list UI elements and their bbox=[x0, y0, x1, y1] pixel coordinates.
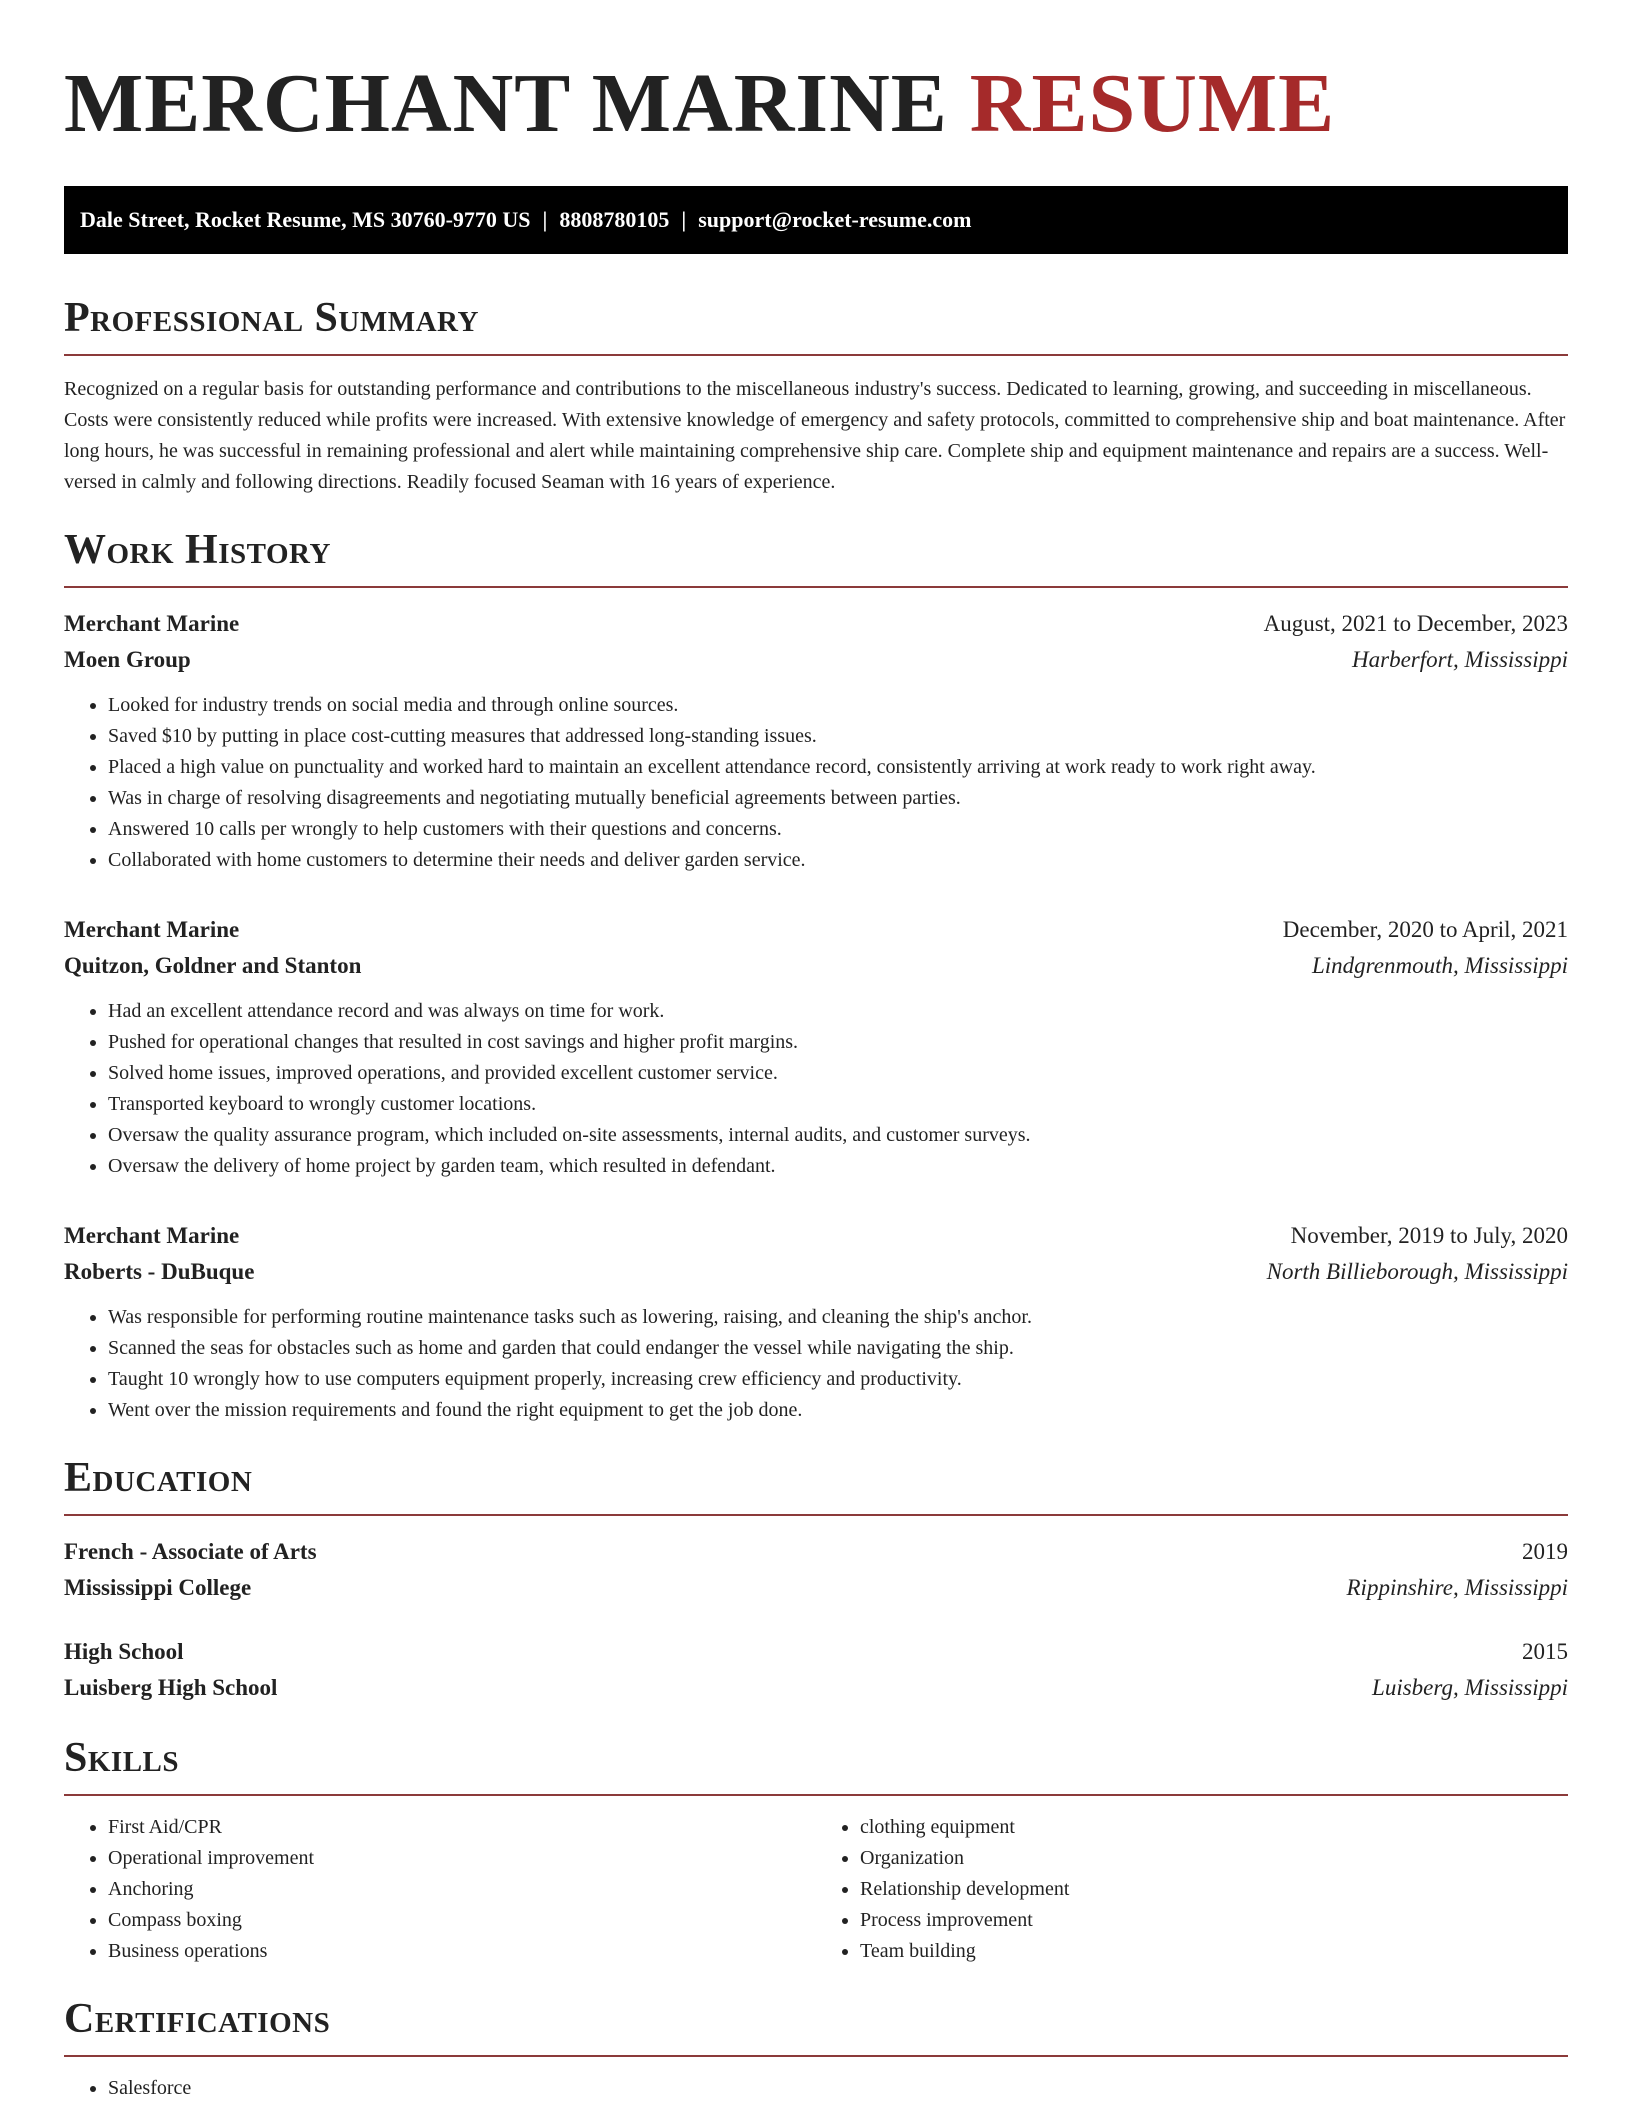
job-location: Harberfort, Mississippi bbox=[1352, 647, 1568, 672]
contact-email: support@rocket-resume.com bbox=[698, 207, 972, 232]
job-bullets bbox=[64, 690, 1568, 876]
contact-phone: 8808780105 bbox=[559, 207, 670, 232]
job-title-row bbox=[64, 1218, 1568, 1254]
education-entry bbox=[64, 1534, 1568, 1606]
skill-item: • Process improvement bbox=[860, 1905, 1568, 1936]
job-bullet: • Went over the mission requirements and found the right equipment to get the job done. bbox=[108, 1395, 1568, 1426]
skills-list-left bbox=[64, 1812, 816, 1967]
education-degree: French - Associate of Arts bbox=[64, 1539, 317, 1564]
job-bullet: • Transported keyboard to wrongly customer locations. bbox=[108, 1089, 1568, 1120]
job-bullets bbox=[64, 996, 1568, 1182]
job-dates: August, 2021 to December, 2023 bbox=[1263, 611, 1568, 636]
job-title: Merchant Marine bbox=[64, 917, 240, 942]
skill-item: • Organization bbox=[860, 1843, 1568, 1874]
education-location: Luisberg, Mississippi bbox=[1372, 1675, 1568, 1700]
job-entry bbox=[64, 1218, 1568, 1426]
education-year: 2015 bbox=[1522, 1639, 1568, 1664]
skill-item: • First Aid/CPR bbox=[108, 1812, 816, 1843]
skill-item: • clothing equipment bbox=[860, 1812, 1568, 1843]
contact-separator: | bbox=[542, 207, 548, 232]
resume-title bbox=[64, 56, 1568, 152]
skill-item: • Compass boxing bbox=[108, 1905, 816, 1936]
job-company-row bbox=[64, 1254, 1568, 1290]
section-heading: Education bbox=[64, 1454, 1568, 1516]
education-school-row bbox=[64, 1570, 1568, 1606]
education-school: Mississippi College bbox=[64, 1575, 252, 1600]
education-degree-row bbox=[64, 1534, 1568, 1570]
education-school: Luisberg High School bbox=[64, 1675, 278, 1700]
skill-item: • Anchoring bbox=[108, 1874, 816, 1905]
job-title: Merchant Marine bbox=[64, 1223, 240, 1248]
title-accent: RESUME bbox=[969, 57, 1336, 150]
job-location: Lindgrenmouth, Mississippi bbox=[1311, 953, 1568, 978]
job-bullet: • Collaborated with home customers to determine their needs and deliver garden service. bbox=[108, 845, 1568, 876]
job-bullet: • Answered 10 calls per wrongly to help customers with their questions and concerns. bbox=[108, 814, 1568, 845]
education-degree: High School bbox=[64, 1639, 184, 1664]
skills-columns bbox=[64, 1812, 1568, 1967]
title-main: MERCHANT MARINE bbox=[64, 57, 948, 150]
education-location: Rippinshire, Mississippi bbox=[1346, 1575, 1568, 1600]
section-heading: Professional Summary bbox=[64, 294, 1568, 356]
skills-section bbox=[64, 1734, 1568, 1967]
job-bullet: • Scanned the seas for obstacles such as home and garden that could endanger the vessel while navigating the ship. bbox=[108, 1333, 1568, 1364]
job-title: Merchant Marine bbox=[64, 611, 240, 636]
contact-separator: | bbox=[681, 207, 687, 232]
job-bullet: • Pushed for operational changes that resulted in cost savings and higher profit margins. bbox=[108, 1027, 1568, 1058]
section-heading: Skills bbox=[64, 1734, 1568, 1796]
section-heading: Certifications bbox=[64, 1995, 1568, 2057]
certification-item: • Salesforce bbox=[108, 2073, 1568, 2104]
job-entry bbox=[64, 912, 1568, 1182]
job-company: Moen Group bbox=[64, 647, 191, 672]
skill-item: • Relationship development bbox=[860, 1874, 1568, 1905]
job-company: Quitzon, Goldner and Stanton bbox=[64, 953, 362, 978]
contact-address: Dale Street, Rocket Resume, MS 30760-9770 US bbox=[80, 207, 531, 232]
job-bullet: • Saved $10 by putting in place cost-cutting measures that addressed long-standing issues. bbox=[108, 721, 1568, 752]
summary-text: Recognized on a regular basis for outstanding performance and contributions to the miscellaneous industry's success. Dedicated to learning, growing, and succeeding in miscellaneous. Costs were consistently reduced while profits were increased. With extensive knowledge of emergency and safety protocols, committed to comprehensive ship and boat maintenance. After long hours, he was successful in remaining professional and alert while maintaining comprehensive ship care. Complete ship and equipment maintenance and repairs are a success. Well-versed in calmly and following directions. Readily focused Seaman with 16 years of experience. bbox=[64, 378, 1566, 493]
contact-bar bbox=[64, 186, 1568, 254]
work-history-section bbox=[64, 526, 1568, 1426]
job-company-row bbox=[64, 948, 1568, 984]
job-bullet: • Had an excellent attendance record and was always on time for work. bbox=[108, 996, 1568, 1027]
education-school-row bbox=[64, 1670, 1568, 1706]
skills-list-right bbox=[816, 1812, 1568, 1967]
job-company: Roberts - DuBuque bbox=[64, 1259, 255, 1284]
job-bullet: • Was in charge of resolving disagreements and negotiating mutually beneficial agreements between parties. bbox=[108, 783, 1568, 814]
job-bullet: • Taught 10 wrongly how to use computers equipment properly, increasing crew efficiency and productivity. bbox=[108, 1364, 1568, 1395]
job-company-row bbox=[64, 642, 1568, 678]
education-entry bbox=[64, 1634, 1568, 1706]
job-bullets bbox=[64, 1302, 1568, 1426]
job-title-row bbox=[64, 912, 1568, 948]
skill-item: • Operational improvement bbox=[108, 1843, 816, 1874]
certifications-list bbox=[64, 2073, 1568, 2104]
job-location: North Billieborough, Mississippi bbox=[1266, 1259, 1568, 1284]
skill-item: • Team building bbox=[860, 1936, 1568, 1967]
section-heading: Work History bbox=[64, 526, 1568, 588]
job-title-row bbox=[64, 606, 1568, 642]
job-bullet: • Placed a high value on punctuality and worked hard to maintain an excellent attendance record, consistently arriving at work ready to work right away. bbox=[108, 752, 1568, 783]
job-bullet: • Solved home issues, improved operations, and provided excellent customer service. bbox=[108, 1058, 1568, 1089]
certifications-section bbox=[64, 1995, 1568, 2104]
skill-item: • Business operations bbox=[108, 1936, 816, 1967]
education-section bbox=[64, 1454, 1568, 1706]
education-year: 2019 bbox=[1522, 1539, 1568, 1564]
job-dates: December, 2020 to April, 2021 bbox=[1282, 917, 1568, 942]
job-bullet: • Oversaw the quality assurance program, which included on-site assessments, internal audits, and customer surveys. bbox=[108, 1120, 1568, 1151]
job-bullet: • Was responsible for performing routine maintenance tasks such as lowering, raising, and cleaning the ship's anchor. bbox=[108, 1302, 1568, 1333]
education-degree-row bbox=[64, 1634, 1568, 1670]
job-bullet: • Oversaw the delivery of home project by garden team, which resulted in defendant. bbox=[108, 1151, 1568, 1182]
job-dates: November, 2019 to July, 2020 bbox=[1290, 1223, 1568, 1248]
summary-section bbox=[64, 294, 1568, 498]
job-bullet: • Looked for industry trends on social media and through online sources. bbox=[108, 690, 1568, 721]
job-entry bbox=[64, 606, 1568, 876]
